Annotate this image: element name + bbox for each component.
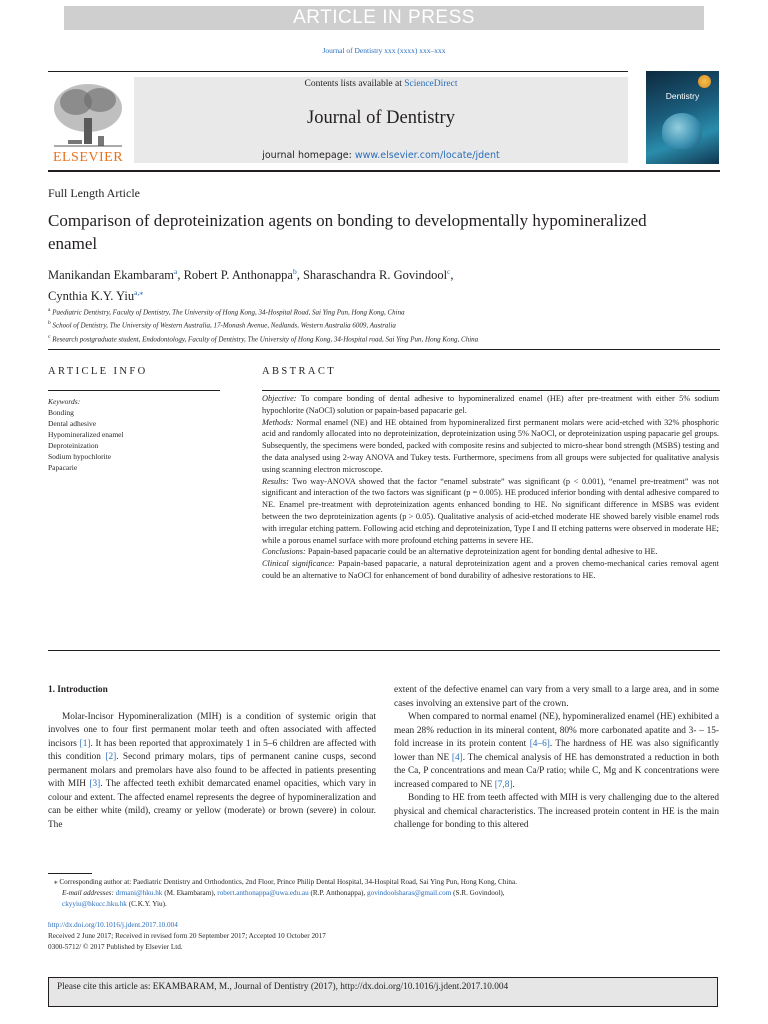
affiliation-text: Paediatric Dentistry, Faculty of Dentistry, The University of Hong Kong, 34-Hospital Road, Sai Ying Pun, Hong Kong, China <box>50 308 405 317</box>
footnote-rule <box>48 873 92 874</box>
keywords-block <box>48 396 218 473</box>
affiliation-mark: a <box>48 307 51 313</box>
abstract-section-label: Clinical significance: <box>262 559 335 569</box>
publication-info <box>48 920 720 953</box>
author-affiliation-mark[interactable]: a <box>174 267 178 276</box>
email-owner: (M. Ekambaram), <box>162 889 218 897</box>
abstract-section-text: To compare bonding of dental adhesive to hypomineralized enamel (HE) after pre-treatment with either 5% sodium hypochlorite (NaOCl) solution or papain-based papacarie gel. <box>262 394 719 415</box>
paragraph-text: . The chemical analysis of HE has demonstrated a reduction in both the Ca, P concentrations and mean Ca/P ratio; while C, Mg and K concentrations were increased compared to NE <box>394 752 719 790</box>
paragraph-text: . It has been reported that approximately 1 in 5–6 children are affected with this condition <box>48 738 376 762</box>
paragraph-text: . The affected teeth exhibit demarcated enamel opacities, which vary in colour and extent. The affected enamel represents the degree of hypomineralization and can be either white (mild), creamy or yellow (moderate) or brown (severe) in colour. The <box>48 779 376 830</box>
corresponding-author-note: ⁎ Corresponding author at: Paediatric Dentistry and Orthodontics, 2nd Floor, Prince Philip Dental Hospital, 34-Hospital Road, Sai Ying Pun, Hong Kong, China. <box>54 878 517 886</box>
homepage-prefix: journal homepage: <box>262 150 355 161</box>
abstract-section-label: Objective: <box>262 394 297 403</box>
cover-logo-icon <box>698 75 711 88</box>
citation-link[interactable]: [4] <box>451 752 463 763</box>
paragraph <box>394 711 719 792</box>
elsevier-wordmark: ELSEVIER <box>52 150 124 165</box>
abstract-section-text: Two way-ANOVA showed that the factor “enamel substrate” was significant (p < 0.001), “enamel pre-treatment” was not significant and interaction of the two factors was significant (p = 0.005). HE produced inferior bonding with dental adhesive compared to NE. Enamel pre-treatment with deproteinization agents enhanced bonding to HE. No significant difference in MSBS was evident between the two deproteinization agents (p > 0.05). Qualitative analysis of acid-etched moderate HE showed barely visible enamel rods with irregular etching pattern. Following acid etching and deproteinization, Type I and II etching patterns were observed in moderate HE; while a porous enamel surface with more profound etching patterns in severe HE. <box>262 476 719 545</box>
abstract-section <box>262 417 719 476</box>
cover-tooth-graphic <box>662 113 702 149</box>
journal-reference[interactable]: Journal of Dentistry xxx (xxxx) xxx–xxx <box>322 46 446 55</box>
article-in-press-banner: ARTICLE IN PRESS <box>64 6 704 30</box>
abstract-heading: ABSTRACT <box>262 366 337 377</box>
affiliation-mark: b <box>48 320 51 327</box>
footnotes <box>48 877 720 910</box>
email-label: E-mail addresses: <box>62 889 116 897</box>
abstract-section-text: Normal enamel (NE) and HE obtained from hypomineralized first permanent molars were acid-etched with 32% phosphoric acid and randomly allocated into no deproteinization, deproteinization using 5% NaOCl, or deproteinization usping papacarie gel groups. Subsequently, the specimens were bonded, packed with composite resins and subjected to micro-shear bond strength (MSBS) testing and the data analysed using 2-way ANOVA and Tukey tests. Furthermore, specimens from all groups were subjected for qualitative analysis using scanning electron microscope. <box>262 417 719 474</box>
keyword: Dental adhesive <box>48 419 97 428</box>
article-info-rule <box>48 390 220 391</box>
email-addresses <box>48 888 720 910</box>
article-info-heading: ARTICLE INFO <box>48 366 148 377</box>
author-affiliation-mark[interactable]: a,⁎ <box>134 288 144 298</box>
intro-left-column <box>48 684 376 832</box>
email-owner: (S.R. Govindool), <box>451 889 505 897</box>
header-top-rule <box>48 71 628 72</box>
email-link[interactable]: robert.anthonappa@uwa.edu.au <box>217 889 309 897</box>
author-affiliation-mark[interactable]: c <box>447 267 451 276</box>
paragraph-text: . <box>512 779 515 790</box>
affiliation-text: School of Dentistry, The University of Western Australia, 17-Monash Avenue, Nedlands, Western Australia 6009, Australia <box>50 321 396 330</box>
journal-title: Journal of Dentistry <box>307 108 455 128</box>
paragraph-text: . The hardness of HE was also significantly lower than NE <box>394 739 719 763</box>
abstract-section-label: Methods: <box>262 417 294 427</box>
paragraph-text: Bonding to HE from teeth affected with MIH is very challenging due to the altered physical and chemical characteristics. The increased protein content in HE is the main challenge for bonding to this altered <box>394 793 719 830</box>
homepage-link[interactable]: www.elsevier.com/locate/jdent <box>354 150 500 161</box>
contents-prefix: Contents lists available at <box>304 79 405 89</box>
email-link[interactable]: ckyyiu@hkucc.hku.hk <box>62 900 127 908</box>
affiliation-text: Research postgraduate student, Endodontology, Faculty of Dentistry, The University of Hong Kong, 34-Hospital road, Sai Ying Pun, Hong Kong, China <box>50 334 479 343</box>
paragraph-text: Molar-Incisor Hypomineralization (MIH) is a condition of systemic origin that involves one to four first permanent molar teeth and often associated with affected incisors <box>48 711 376 749</box>
keywords-label: Keywords: <box>48 397 81 406</box>
author-separator: , <box>296 268 303 283</box>
intro-right-column <box>394 684 719 833</box>
abstract-section-text: Papain-based papacarie could be an alternative deproteinization agent for bonding dental adhesive to HE. <box>305 547 658 557</box>
doi-link[interactable]: http://dx.doi.org/10.1016/j.jdent.2017.10.004 <box>48 921 178 929</box>
paragraph <box>48 711 376 833</box>
received-dates: Received 2 June 2017; Received in revised form 20 September 2017; Accepted 10 October 2017 <box>48 932 326 940</box>
email-owner: (R.P. Anthonappa), <box>308 889 368 897</box>
journal-masthead <box>134 77 628 163</box>
abstract-section <box>262 546 719 558</box>
author-name[interactable]: Robert P. Anthonappa <box>183 268 293 283</box>
author-name[interactable]: Sharaschandra R. Govindool <box>302 268 448 283</box>
author-separator: , <box>450 268 454 283</box>
copyright-line: 0300-5712/ © 2017 Published by Elsevier Ltd. <box>48 943 183 951</box>
keyword: Deproteinization <box>48 441 99 450</box>
affiliations <box>48 305 708 345</box>
abstract-body <box>262 393 719 582</box>
paragraph <box>394 684 719 711</box>
paragraph-text: When compared to normal enamel (NE), hypomineralized enamel (HE) exhibited a mean 28% reduction in its mineral content, 80% more carbonated apatite and 3- – 15- fold increase in its protein content <box>394 712 719 749</box>
journal-homepage-line <box>134 150 628 161</box>
affiliation-line <box>48 305 708 318</box>
journal-cover-image <box>646 71 719 164</box>
paragraph-text: . Second primary molars, tips of permanent canine cusps, second permanent molars and premolars have also found to be affected in patients presenting with MIH <box>48 752 377 789</box>
abstract-section <box>262 476 719 547</box>
contents-available-line <box>134 79 628 89</box>
abstract-section <box>262 558 719 582</box>
citation-link[interactable]: [1] <box>79 738 91 749</box>
keyword: Papacarie <box>48 463 78 472</box>
affiliation-line <box>48 318 708 331</box>
citation-link[interactable]: [7,8] <box>494 779 513 790</box>
paragraph-text: extent of the defective enamel can vary from a very small to a large area, and in some cases involving an extensive part of the crown. <box>394 685 719 709</box>
info-top-rule <box>48 349 720 350</box>
introduction-heading: 1. Introduction <box>48 685 108 695</box>
author-name[interactable]: Cynthia K.Y. Yiu <box>48 289 135 304</box>
author-name[interactable]: Manikandan Ekambaram <box>48 268 174 283</box>
abstract-section <box>262 393 719 417</box>
abstract-rule <box>262 390 720 391</box>
keyword: Sodium hypochlorite <box>48 452 112 461</box>
author-affiliation-mark[interactable]: b <box>292 267 297 276</box>
keyword: Bonding <box>48 408 74 417</box>
citation-box: Please cite this article as: EKAMBARAM, M., Journal of Dentistry (2017), http://dx.doi.org/10.1016/j.jdent.2017.10.004 <box>48 977 718 1007</box>
email-owner: (C.K.Y. Yiu). <box>126 900 167 908</box>
cover-title: Dentistry <box>665 91 700 101</box>
affiliation-line <box>48 332 708 345</box>
affiliation-mark: c <box>48 333 51 340</box>
paragraph <box>394 792 719 833</box>
author-list <box>48 263 688 305</box>
email-link[interactable]: govindoolsharas@gmail.com <box>367 889 452 897</box>
article-type: Full Length Article <box>48 186 140 200</box>
email-link[interactable]: drmani@hku.hk <box>115 889 163 897</box>
header-bottom-rule <box>48 170 720 172</box>
article-title: Comparison of deproteinization agents on bonding to developmentally hypomineralized enamel <box>48 211 647 253</box>
citation-link[interactable]: [3] <box>89 779 101 789</box>
abstract-section-label: Conclusions: <box>262 547 306 557</box>
citation-link[interactable]: [4–6] <box>529 739 550 749</box>
body-top-rule <box>48 650 720 651</box>
keyword: Hypomineralized enamel <box>48 430 124 439</box>
abstract-section-label: Results: <box>262 476 289 486</box>
author-separator: , <box>177 268 184 283</box>
abstract-section-text: Papain-based papacarie, a natural deproteinization agent and a proven chemo-mechanical caries removal agent could be an alternative to NaOCl for enhancement of bond durability of adhesive restorations to HE. <box>262 559 719 580</box>
citation-link[interactable]: [2] <box>105 752 117 762</box>
sciencedirect-link[interactable]: ScienceDirect <box>404 79 458 89</box>
